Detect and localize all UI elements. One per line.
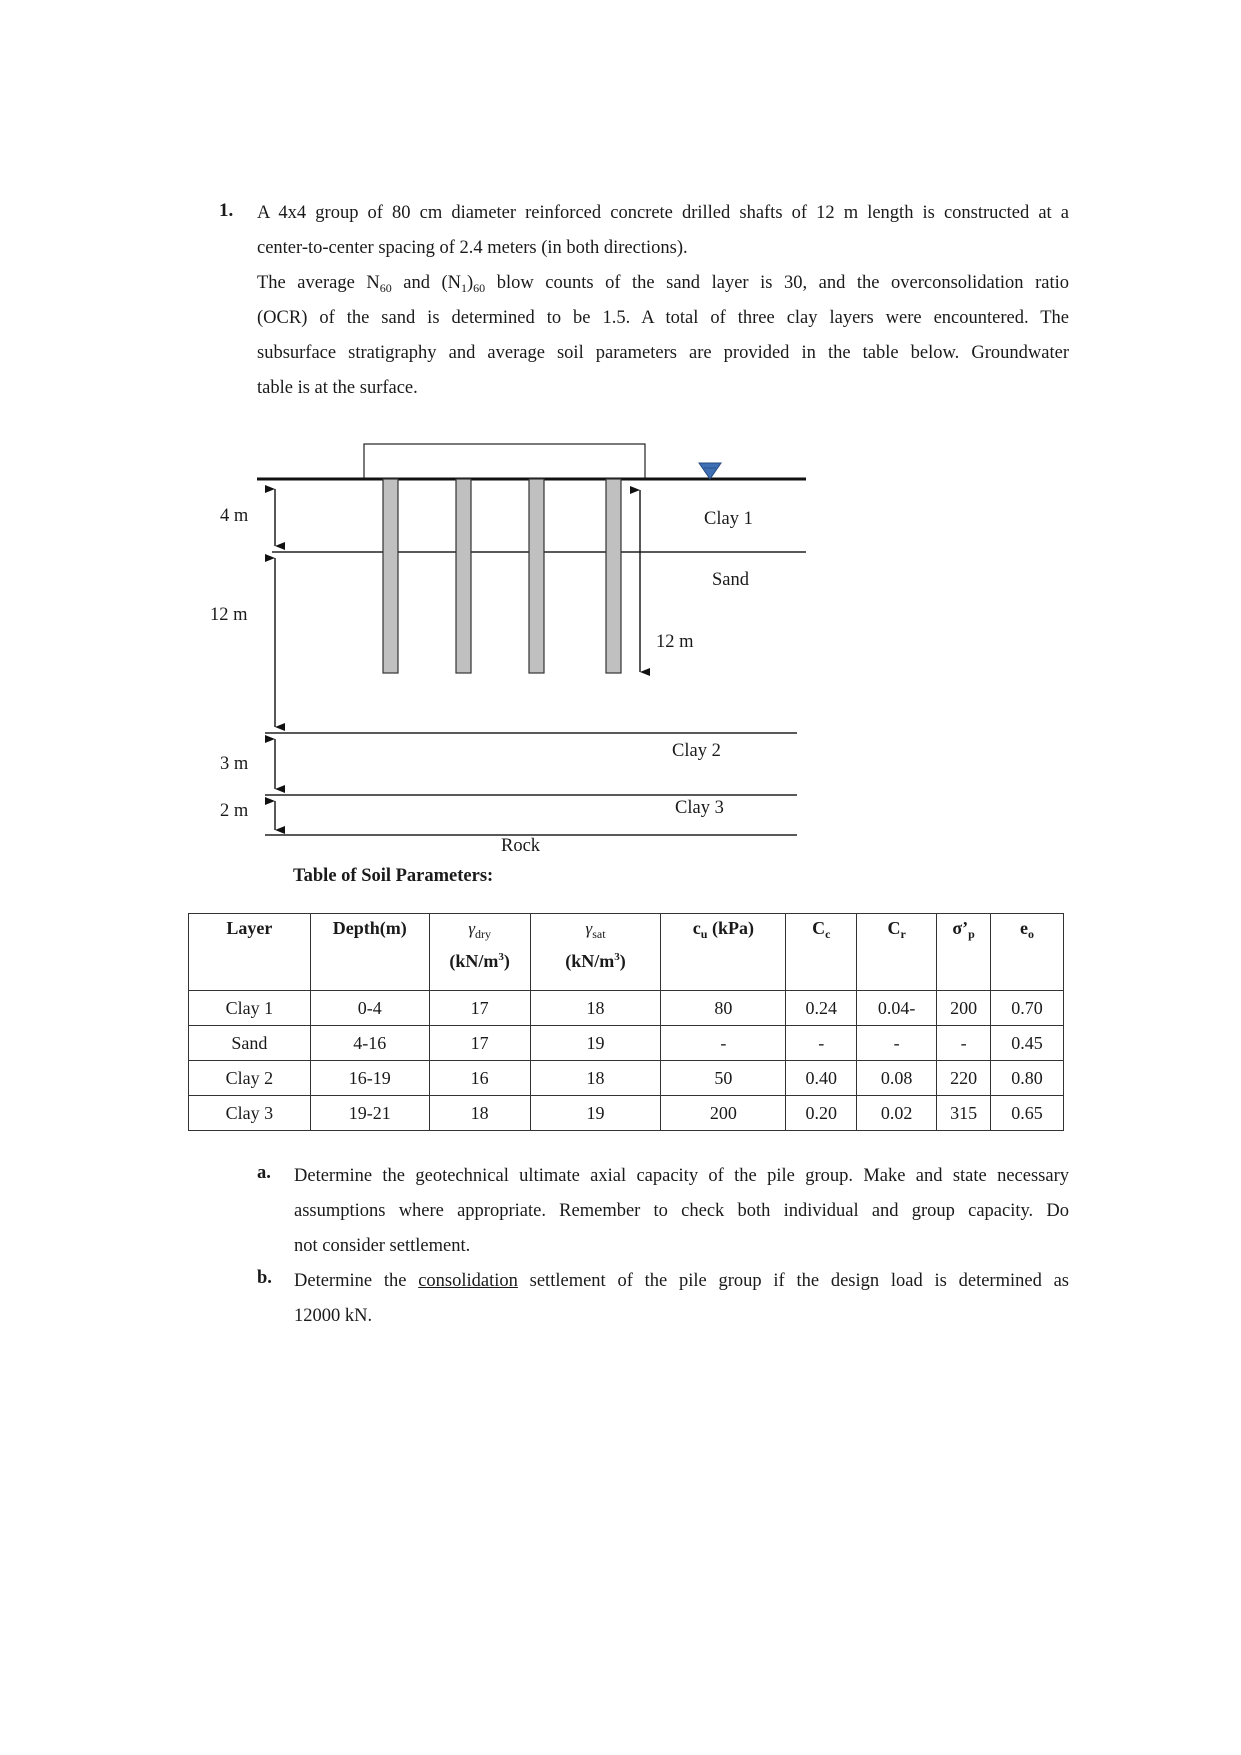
cell-gamma-sat: 19 xyxy=(530,1026,661,1061)
header-cc: $C_c$ xyxy=(786,914,857,991)
question-b-line-1: Determine the consolidation settlement of the pile group if the design load is determined as xyxy=(294,1271,1069,1291)
table-caption: Table of Soil Parameters: xyxy=(293,866,494,886)
cell-cr: 0.08 xyxy=(857,1061,937,1096)
cell-cc: 0.40 xyxy=(786,1061,857,1096)
cell-cc: 0.20 xyxy=(786,1096,857,1131)
layer-label-clay1: Clay 1 xyxy=(704,509,753,529)
pile-4 xyxy=(606,479,621,673)
cell-depth: 19-21 xyxy=(310,1096,429,1131)
table-row xyxy=(189,991,1064,1026)
cell-cu: 200 xyxy=(661,1096,786,1131)
pile-3 xyxy=(529,479,544,673)
cell-layer: Clay 3 xyxy=(189,1096,311,1131)
para2-line-3: subsurface stratigraphy and average soil parameters are provided in the table below. Groundwater xyxy=(257,343,1069,363)
intro-line-2: center-to-center spacing of 2.4 meters (in both directions). xyxy=(257,238,688,258)
header-cr: $C_r$ xyxy=(857,914,937,991)
cell-sigma-p: 200 xyxy=(937,991,991,1026)
cell-gamma-dry: 17 xyxy=(429,1026,530,1061)
header-gamma-sat: $\gamma_{sat}$ $(kN/m^3)$ xyxy=(530,914,661,991)
cell-depth: 0-4 xyxy=(310,991,429,1026)
pile-1 xyxy=(383,479,398,673)
para2-line-4: table is at the surface. xyxy=(257,378,418,398)
pile-2 xyxy=(456,479,471,673)
cell-cc: - xyxy=(786,1026,857,1061)
cell-cc: 0.24 xyxy=(786,991,857,1026)
cell-layer: Clay 1 xyxy=(189,991,311,1026)
layer-label-rock: Rock xyxy=(501,836,541,856)
pile-cap xyxy=(364,444,645,479)
cell-cu: 80 xyxy=(661,991,786,1026)
question-b-label: b. xyxy=(257,1268,272,1288)
layer-label-sand: Sand xyxy=(712,570,749,590)
header-sigma-p: $\sigma’_p$ xyxy=(937,914,991,991)
cell-e0: 0.80 xyxy=(991,1061,1064,1096)
problem-number: 1. xyxy=(219,200,234,221)
cell-gamma-dry: 16 xyxy=(429,1061,530,1096)
cell-e0: 0.70 xyxy=(991,991,1064,1026)
depth-label-12m: 12 m xyxy=(210,605,248,625)
cell-gamma-dry: 18 xyxy=(429,1096,530,1131)
cell-e0: 0.65 xyxy=(991,1096,1064,1131)
cell-sigma-p: 220 xyxy=(937,1061,991,1096)
para2-line-1: The average $N_{60}$ and $(N_1)_{60}$ blow counts of the sand layer is 30, and the overconsolidation ratio xyxy=(257,273,1069,295)
cell-depth: 16-19 xyxy=(310,1061,429,1096)
cell-layer: Clay 2 xyxy=(189,1061,311,1096)
cell-depth: 4-16 xyxy=(310,1026,429,1061)
cell-sigma-p: 315 xyxy=(937,1096,991,1131)
cell-gamma-sat: 19 xyxy=(530,1096,661,1131)
pile-length-label: 12 m xyxy=(656,632,694,652)
cell-e0: 0.45 xyxy=(991,1026,1064,1061)
cell-cr: 0.02 xyxy=(857,1096,937,1131)
cell-cu: - xyxy=(661,1026,786,1061)
header-depth: Depth(m) xyxy=(310,914,429,991)
header-e0: $e_o$ xyxy=(991,914,1064,991)
header-layer: Layer xyxy=(189,914,311,991)
layer-label-clay3: Clay 3 xyxy=(675,798,724,818)
header-gamma-dry: $\gamma_{dry}$ $(kN/m^3)$ xyxy=(429,914,530,991)
table-row xyxy=(189,1061,1064,1096)
intro-line-1: A 4x4 group of 80 cm diameter reinforced concrete drilled shafts of 12 m length is constructed at a xyxy=(257,203,1069,223)
cell-gamma-sat: 18 xyxy=(530,991,661,1026)
question-a-label: a. xyxy=(257,1163,271,1183)
header-cu: $c_u$ (kPa) xyxy=(661,914,786,991)
cell-cr: - xyxy=(857,1026,937,1061)
cell-cr: 0.04- xyxy=(857,991,937,1026)
water-table-icon xyxy=(699,463,721,479)
cell-sigma-p: - xyxy=(937,1026,991,1061)
underlined-term: consolidation xyxy=(418,1271,518,1291)
table-header-row xyxy=(189,914,1064,991)
depth-label-4m: 4 m xyxy=(220,506,249,526)
depth-label-3m: 3 m xyxy=(220,754,249,774)
para2-line-2: (OCR) of the sand is determined to be 1.5. A total of three clay layers were encountered. The xyxy=(257,308,1069,328)
cell-layer: Sand xyxy=(189,1026,311,1061)
table-row xyxy=(189,1096,1064,1131)
soil-parameters-table xyxy=(188,913,1064,1131)
cell-gamma-sat: 18 xyxy=(530,1061,661,1096)
question-a-line-2: assumptions where appropriate. Remember to check both individual and group capacity. Do xyxy=(294,1201,1069,1221)
question-a-line-1: Determine the geotechnical ultimate axial capacity of the pile group. Make and state necessary xyxy=(294,1166,1069,1186)
depth-label-2m: 2 m xyxy=(220,801,249,821)
cell-gamma-dry: 17 xyxy=(429,991,530,1026)
table-row xyxy=(189,1026,1064,1061)
layer-label-clay2: Clay 2 xyxy=(672,741,721,761)
cell-cu: 50 xyxy=(661,1061,786,1096)
question-b-line-2: 12000 kN. xyxy=(294,1306,373,1326)
question-a-line-3: not consider settlement. xyxy=(294,1236,471,1256)
